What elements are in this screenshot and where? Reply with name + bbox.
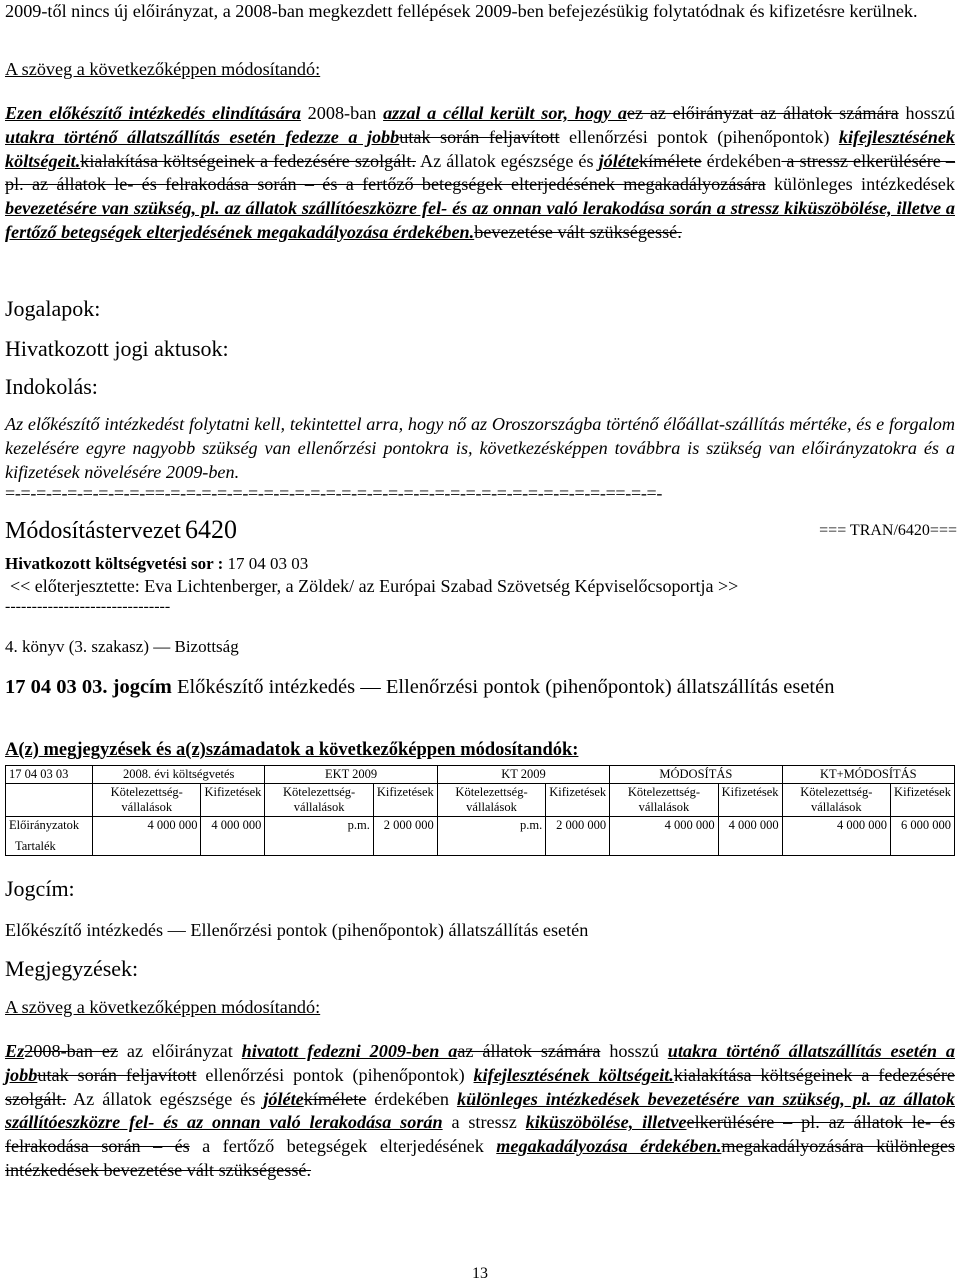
table-cell: 4 000 000 xyxy=(93,817,201,856)
table-group-header: KT 2009 xyxy=(437,766,609,784)
draft-title: Módosítástervezet 6420 xyxy=(5,515,237,544)
tabled-by: << előterjesztette: Eva Lichtenberger, a Zöldek/ az Európai Szabad Szövetség Képviselőcsoportja >> xyxy=(10,576,739,596)
table-subheader-commitments: Kötelezettség-vállalások xyxy=(437,784,545,817)
amend-label-2: A szöveg a következőképpen módosítandó: xyxy=(5,997,321,1017)
table-group-header: EKT 2009 xyxy=(265,766,437,784)
amended-paragraph-1: Ezen előkészítő intézkedés elindítására 2008-ban azzal a céllal került sor, hogy aez az előirányzat az állatok számára hosszú utakra történő állatszállítás esetén fedezze a jobbutak során feljavított ellenőrzési pontok (pihenőpontok) kifejlesztésének költségeit.kialakítása költségeinek a fedezésére szolgált. Az állatok egészsége és jólétekímélete érdekében a stressz elkerülésére – pl. az állatok le- és felrakodása során – és a fertőző betegségek elterjedésének megakadályozására különleges intézkedések bevezetésére van szükség, pl. az állatok szállítóeszközre fel- és az onnan való lerakodása során a stressz kiküszöbölése, illetve a fertőző betegségek elterjedésének megakadályozása érdekében.bevezetése vált szükségessé. xyxy=(5,103,956,242)
table-subheader-commitments: Kötelezettség-vállalások xyxy=(93,784,201,817)
page-number: 13 xyxy=(472,1265,488,1282)
table-group-header: 2008. évi költségvetés xyxy=(93,766,265,784)
table-row xyxy=(6,766,955,784)
remarks-figures-header: A(z) megjegyzések és a(z)számadatok a következőképpen módosítandók: xyxy=(5,740,579,760)
title-text: Előkészítő intézkedés — Ellenőrzési pontok (pihenőpontok) állatszállítás esetén xyxy=(5,920,589,940)
table-subheader-payments: Kifizetések xyxy=(373,784,437,817)
dash-line: ------------------------------- xyxy=(5,598,171,615)
table-subheader-commitments: Kötelezettség-vállalások xyxy=(265,784,373,817)
heading-remarks: Megjegyzések: xyxy=(5,956,139,981)
section-label: 4. könyv (3. szakasz) — Bizottság xyxy=(5,637,239,656)
table-subheader-commitments: Kötelezettség-vállalások xyxy=(610,784,718,817)
table-cell: 4 000 000 xyxy=(782,817,890,856)
justification-text: Az előkészítő intézkedést folytatni kell, tekintettel arra, hogy nő az Oroszországba történő élőállat-szállítás mértéke, és e forgalom kezelésére egyre nagyobb szükség van ellenőrzési pontokra is, következésképpen továbbra is szükség van előirányzatokra és a kifizetések növelésére 2009-ben. xyxy=(5,414,955,482)
table-row xyxy=(6,784,955,817)
budget-line: Hivatkozott költségvetési sor : 17 04 03 03 xyxy=(5,554,309,573)
table-cell: 4 000 000 xyxy=(718,817,782,856)
table-group-header: MÓDOSÍTÁS xyxy=(610,766,782,784)
table-row-label: Előirányzatok Tartalék xyxy=(6,817,93,856)
table-subheader-commitments: Kötelezettség-vállalások xyxy=(782,784,890,817)
article-heading: 17 04 03 03. jogcím Előkészítő intézkedés — Ellenőrzési pontok (pihenőpontok) állatszállítás esetén xyxy=(5,676,835,698)
table-row xyxy=(6,817,955,856)
heading-legal-basis: Jogalapok: xyxy=(5,296,101,321)
table-cell: 2 000 000 xyxy=(546,817,610,856)
table-cell: 2 000 000 xyxy=(373,817,437,856)
amended-paragraph-2: Ez2008-ban ez az előirányzat hivatott fedezni 2009-ben aaz állatok számára hosszú utakra történő állatszállítás esetén a jobbutak során feljavított ellenőrzési pontok (pihenőpontok) kifejlesztésének költségeit.kialakítása költségeinek a fedezésére szolgált. Az állatok egészsége és jólétekímélete érdekében különleges intézkedések bevezetésére van szükség, pl. az állatok szállítóeszközre fel- és az onnan való lerakodása során a stressz kiküszöbölése, illetveelkerülésére – pl. az állatok le- és felrakodása során – és a fertőző betegségek elterjedésének megakadályozása érdekében.megakadályozására különleges intézkedések bevezetése vált szükségessé. xyxy=(5,1041,956,1180)
intro-paragraph: 2009-től nincs új előirányzat, a 2008-ban megkezdett fellépések 2009-ben befejezésükig folytatódnak és kifizetésre kerülnek. xyxy=(5,1,918,21)
table-subheader-payments: Kifizetések xyxy=(718,784,782,817)
table-cell: 6 000 000 xyxy=(891,817,955,856)
table-subheader-payments: Kifizetések xyxy=(891,784,955,817)
amend-label-1: A szöveg a következőképpen módosítandó: xyxy=(5,59,321,79)
draft-reference: === TRAN/6420=== xyxy=(819,522,957,539)
table-cell-line: 17 04 03 03 xyxy=(6,766,93,784)
table-cell: p.m. xyxy=(265,817,373,856)
separator-line: =-=-=-=-=-=-=-=-=-==-=-=-=-=-=-=-=-=-=-=-=-=-=-=-=-=-=-=-=-=-=-=-=-=-=-=-=-=-==-=-=- xyxy=(5,483,663,503)
table-group-header: KT+MÓDOSÍTÁS xyxy=(782,766,954,784)
table-cell: p.m. xyxy=(437,817,545,856)
budget-table xyxy=(5,765,955,856)
table-subheader-payments: Kifizetések xyxy=(201,784,265,817)
heading-justification: Indokolás: xyxy=(5,374,98,399)
heading-title: Jogcím: xyxy=(5,876,75,901)
table-cell: 4 000 000 xyxy=(610,817,718,856)
heading-referenced-acts: Hivatkozott jogi aktusok: xyxy=(5,336,229,361)
table-subheader-payments: Kifizetések xyxy=(546,784,610,817)
table-cell: 4 000 000 xyxy=(201,817,265,856)
